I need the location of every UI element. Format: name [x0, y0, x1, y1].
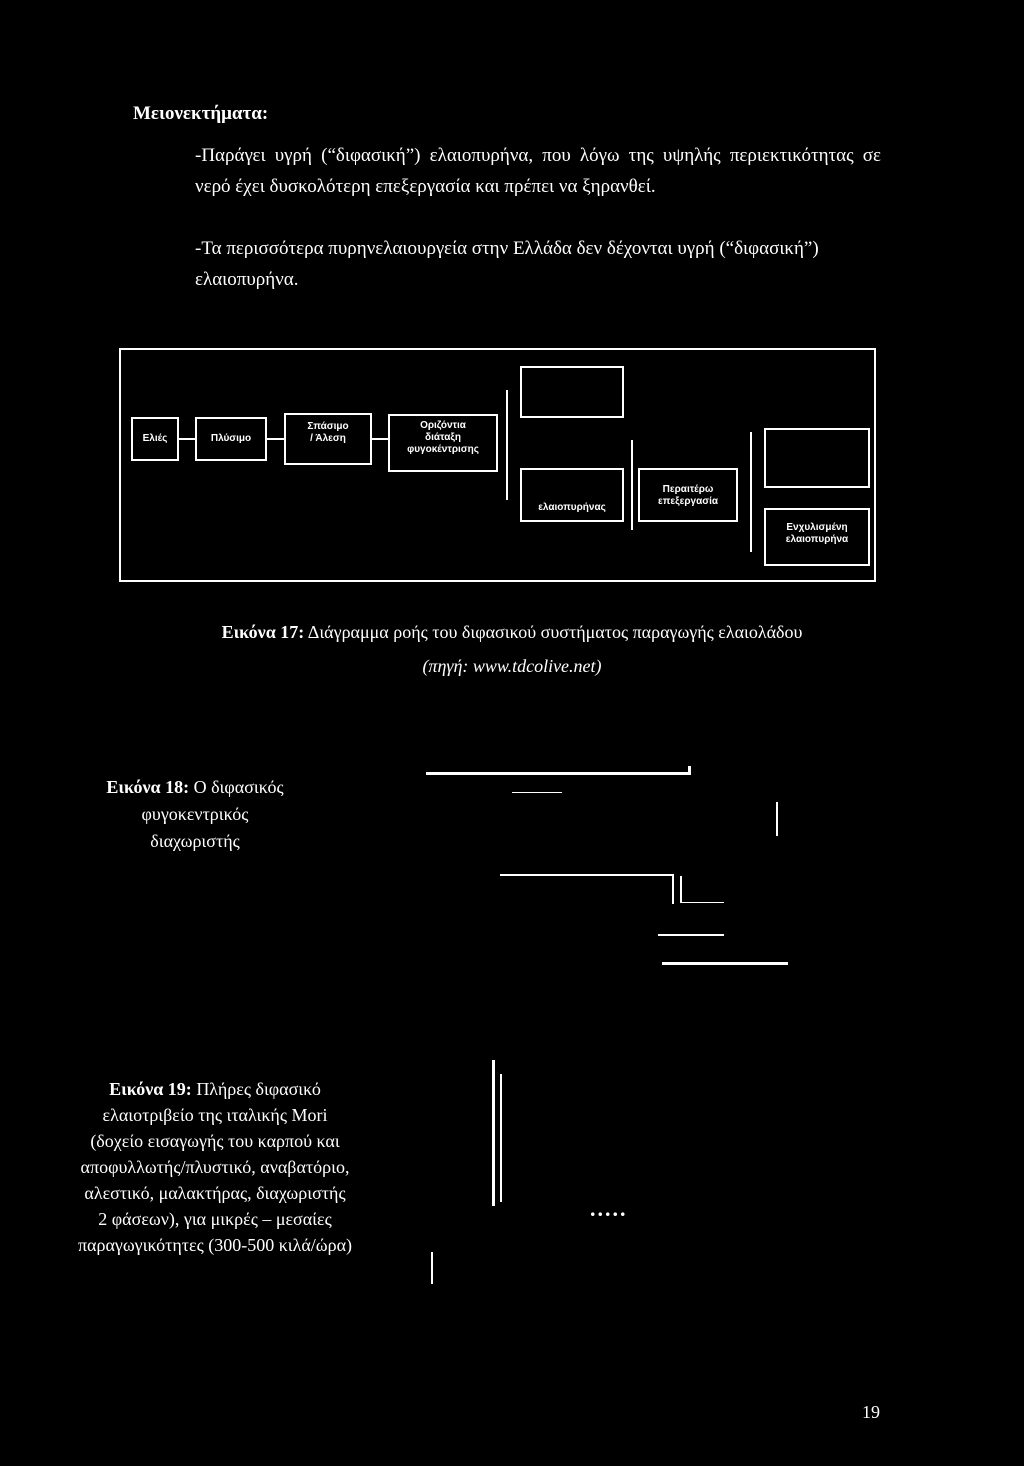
- connector: [372, 438, 388, 440]
- figure-17-source: (πηγή: www.tdcolive.net): [422, 656, 602, 676]
- disadvantage-item-1: -Παράγει υγρή (“διφασική”) ελαιοπυρήνα, που λόγω της υψηλής περιεκτικότητας σε νερό έχει δυσκολότερη επεξεργασία και πρέπει να ξηρανθεί.: [195, 145, 881, 197]
- box-olives: [131, 417, 179, 461]
- box-crushing-label-1: Σπάσιμο: [307, 421, 349, 432]
- box-decanter-label-1: Οριζόντια: [420, 420, 466, 431]
- box-crushing-label-2: / Άλεση: [310, 433, 346, 444]
- box-blank-top: [520, 366, 624, 418]
- box-washing: [195, 417, 267, 461]
- image-edge: [431, 1252, 433, 1284]
- box-decanter: [388, 414, 498, 472]
- image-edge: [688, 766, 691, 774]
- box-pomace-label: ελαιοπυρήνας: [538, 502, 606, 513]
- figure-19-caption-line-7: παραγωγικότητες (300-500 κιλά/ώρα): [77, 1235, 353, 1255]
- disadvantage-item-2: -Τα περισσότερα πυρηνελαιουργεία στην Ελλάδα δεν δέχονται υγρή (“διφασική”) ελαιοπυρήνα.: [195, 238, 819, 290]
- box-further-label-1: Περαιτέρω: [662, 484, 714, 495]
- figure-18-caption: [60, 774, 330, 855]
- figure-19-label: Εικόνα 19:: [109, 1079, 192, 1099]
- box-crushing: [284, 413, 372, 465]
- figure-19-caption-line-3: (δοχείο εισαγωγής του καρπού και: [90, 1131, 340, 1151]
- figure-17-caption: [0, 622, 1024, 643]
- image-edge: [680, 876, 682, 902]
- box-decanter-label-2: διάταξη: [425, 432, 461, 443]
- box-washing-label: Πλύσιμο: [210, 433, 252, 444]
- box-pomace: [520, 468, 624, 522]
- box-dried-label-1: Ενχυλισμένη: [786, 522, 848, 533]
- divider-line: [631, 440, 633, 530]
- figure-18-caption-line-1: Ο διφασικός: [193, 777, 284, 797]
- image-edge: [512, 792, 562, 793]
- image-edge: [662, 962, 788, 965]
- box-decanter-label-3: φυγοκέντρισης: [407, 444, 479, 455]
- box-olives-label: Ελιές: [142, 433, 168, 444]
- connector: [179, 438, 195, 440]
- figure-19-caption-line-6: 2 φάσεων), για μικρές – μεσαίες: [98, 1209, 332, 1229]
- figure-19-caption-line-4: αποφυλλωτής/πλυστικό, αναβατόριο,: [80, 1157, 350, 1177]
- section-heading: Μειονεκτήματα:: [133, 103, 269, 124]
- image-edge: [426, 772, 691, 775]
- image-edge: [658, 934, 724, 936]
- divider-line: [506, 390, 508, 500]
- figure-18-caption-line-2: φυγοκεντρικός: [141, 804, 249, 824]
- figure-17-label: Εικόνα 17:: [221, 622, 305, 642]
- image-edge: [492, 1060, 495, 1206]
- figure-19-caption-line-2: ελαιοτριβείο της ιταλικής Mori: [102, 1105, 328, 1125]
- figure-18-caption-line-3: διαχωριστής: [150, 831, 240, 851]
- image-edge: [500, 874, 674, 876]
- box-further-processing: [638, 468, 738, 522]
- divider-line: [750, 432, 752, 552]
- figure-19-caption-line-1: Πλήρες διφασικό: [196, 1079, 321, 1099]
- image-edge: [776, 802, 778, 836]
- page-number: 19: [862, 1402, 880, 1422]
- figure-19-caption: [20, 1076, 410, 1258]
- box-blank-right: [764, 428, 870, 488]
- figure-17-caption-text: Διάγραμμα ροής του διφασικού συστήματος παραγωγής ελαιολάδου: [307, 622, 803, 642]
- image-dots: .....: [590, 1196, 628, 1221]
- box-further-label-2: επεξεργασία: [657, 496, 718, 507]
- connector: [267, 438, 284, 440]
- image-edge: [680, 902, 724, 903]
- figure-19-caption-line-5: αλεστικό, μαλακτήρας, διαχωριστής: [84, 1183, 346, 1203]
- box-dried-label-2: ελαιοπυρήνα: [785, 534, 849, 545]
- figure-18-label: Εικόνα 18:: [106, 777, 190, 797]
- box-dried-pomace: [764, 508, 870, 566]
- image-edge: [672, 874, 674, 904]
- image-edge: [500, 1074, 502, 1202]
